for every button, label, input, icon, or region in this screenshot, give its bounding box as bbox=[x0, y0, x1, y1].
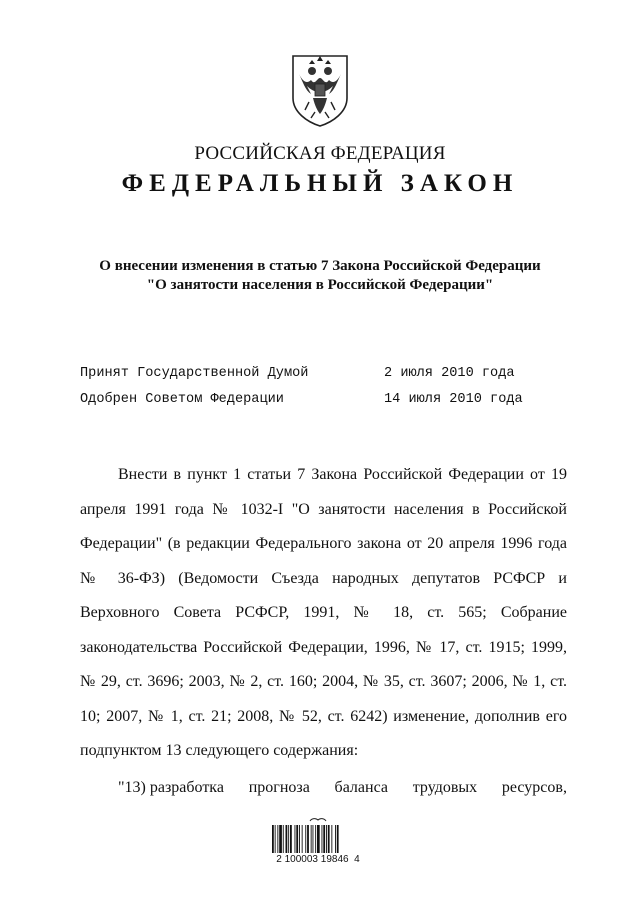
barcode-bar bbox=[296, 825, 298, 853]
barcode-bar bbox=[279, 825, 282, 853]
barcode-bar bbox=[295, 825, 296, 853]
barcode-bar bbox=[311, 825, 312, 853]
adoption-row-duma bbox=[80, 361, 540, 387]
barcode-bar bbox=[272, 825, 274, 853]
main-paragraph: Внести в пункт 1 статьи 7 Закона Российской Федерации от 19 апреля 1991 года № 1032-I "О занятости населения в Российской Федерации" (в редакции Федерального закона от 20 апреля 1996 года № 36-ФЗ) (Ведомости Съезда народных депутатов РСФСР и Верховного Совета РСФСР, 1991, № 18, ст. 565; Собрание законодательства Российской Федерации, 1996, № 17, ст. 1915; 1999, № 29, ст. 3696; 2003, № 2, ст. 160; 2004, № 35, ст. 3607; 2006, № 1, ст. 10; 2007, № 1, ст. 21; 2008, № 52, ст. 6242) изменение, дополнив его подпунктом 13 следующего содержания: bbox=[80, 466, 567, 759]
barcode-bar bbox=[326, 825, 327, 853]
barcode-bar bbox=[335, 825, 336, 853]
barcode-bar bbox=[302, 825, 303, 853]
adoption-label: Одобрен Советом Федерации bbox=[80, 392, 284, 407]
barcode-bar bbox=[323, 825, 325, 853]
adoption-date: 2 июля 2010 года bbox=[384, 366, 515, 381]
barcode-bar bbox=[315, 825, 316, 853]
barcode-bar bbox=[283, 825, 284, 853]
quote-word: "13) разработка bbox=[118, 779, 224, 796]
barcode-bar bbox=[331, 825, 332, 853]
quoted-subclause-line bbox=[118, 778, 567, 798]
barcode-bar bbox=[275, 825, 276, 853]
barcode-bar bbox=[317, 825, 320, 853]
barcode-bar bbox=[288, 825, 289, 853]
barcode-bar bbox=[305, 825, 306, 853]
quote-word: ресурсов, bbox=[501, 779, 567, 796]
document-type: ФЕДЕРАЛЬНЫЙ ЗАКОН bbox=[121, 170, 519, 197]
adoption-label: Принят Государственной Думой bbox=[80, 366, 309, 381]
adoption-date: 14 июля 2010 года bbox=[384, 392, 523, 407]
barcode-bar bbox=[277, 825, 278, 853]
adoption-row-federation-council bbox=[80, 387, 540, 413]
barcode-number: 2 100003 19846 4 bbox=[276, 854, 360, 865]
adoption-block bbox=[80, 361, 540, 413]
barcode-bar bbox=[322, 825, 323, 853]
barcode-bar bbox=[328, 825, 330, 853]
barcode-bar bbox=[290, 825, 292, 853]
barcode-bar bbox=[307, 825, 309, 853]
country-name: РОССИЙСКАЯ ФЕДЕРАЦИЯ bbox=[194, 143, 446, 164]
quote-word: прогноза bbox=[248, 779, 310, 796]
russian-coat-of-arms-icon bbox=[289, 52, 351, 128]
barcode-bar bbox=[299, 825, 300, 853]
barcode-bar bbox=[286, 825, 288, 853]
law-title-line-1: О внесении изменения в статью 7 Закона Российской Федерации bbox=[99, 258, 541, 274]
quote-word: трудовых bbox=[412, 779, 478, 796]
law-title-line-2: "О занятости населения в Российской Федерации" bbox=[146, 277, 494, 293]
barcode-bar bbox=[337, 825, 339, 853]
law-title bbox=[0, 257, 640, 295]
barcode-bar bbox=[313, 825, 314, 853]
quote-word: баланса bbox=[334, 779, 388, 796]
